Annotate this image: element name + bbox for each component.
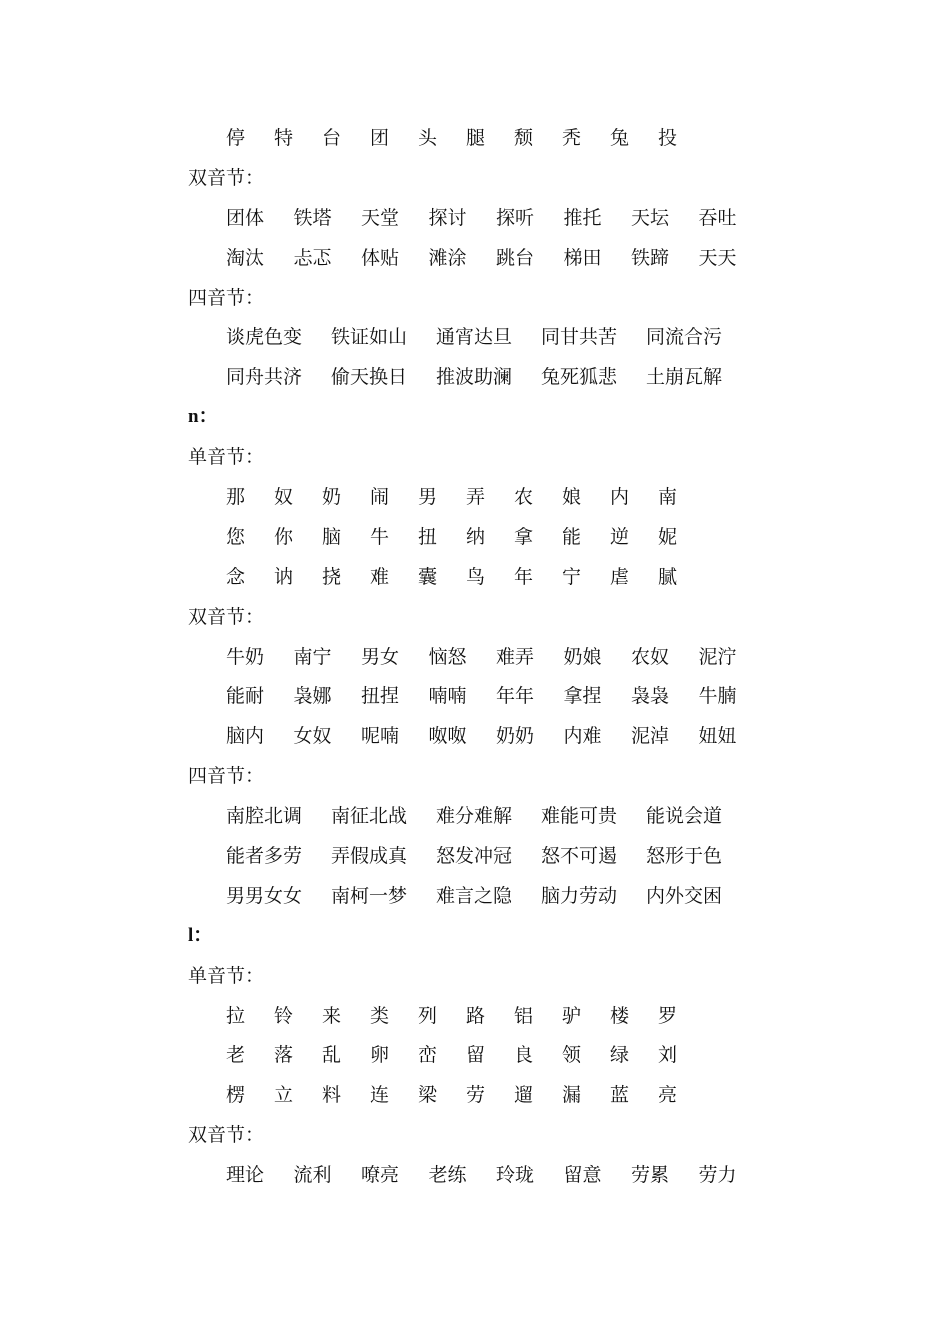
word: 罗 [658,1004,678,1027]
n-quad-row-2 [0,836,950,876]
idiom: 通宵达旦 [436,326,513,349]
t-double-label: 双音节： [188,166,265,189]
word: 年年 [496,685,535,708]
word: 类 [370,1004,390,1027]
word: 宁 [562,565,582,588]
idiom: 铁证如山 [331,326,408,349]
word: 念 [226,565,246,588]
word: 卵 [370,1044,390,1067]
word: 滩涂 [428,246,467,269]
word: 腿 [466,127,486,149]
word: 劳力 [698,1164,737,1187]
idiom: 南征北战 [331,805,408,828]
word: 农 [514,486,534,509]
word: 牛腩 [698,685,737,708]
idiom: 兔死狐悲 [541,366,618,389]
word: 落 [274,1044,294,1067]
l-single-row-1 [0,996,950,1036]
word: 老 [226,1044,246,1067]
idiom: 同流合污 [646,326,723,349]
word: 团体 [226,206,265,229]
t-single-row-1 [0,118,950,158]
word: 虐 [610,565,630,588]
word: 立 [274,1084,294,1107]
word: 牛奶 [226,645,265,668]
word: 男女 [361,645,400,668]
word: 您 [226,525,246,548]
word: 挠 [322,565,342,588]
word: 探听 [496,206,535,229]
idiom: 推波助澜 [436,366,513,389]
word: 纳 [466,525,486,548]
l-section-heading: l： [188,924,213,946]
n-single-row-1 [0,477,950,517]
t-double-row-1 [0,198,950,238]
idiom: 内外交困 [646,884,723,907]
word: 讷 [274,565,294,588]
word: 蓝 [610,1084,630,1107]
word: 喃喃 [428,685,467,708]
word: 能耐 [226,685,265,708]
word: 劳累 [631,1164,670,1187]
word: 来 [322,1004,342,1027]
word: 漏 [562,1084,582,1107]
word: 农奴 [631,645,670,668]
word: 推托 [563,206,602,229]
word: 吞吐 [698,206,737,229]
word: 楼 [610,1004,630,1027]
word: 难 [370,565,390,588]
document-page [0,118,950,1195]
word: 玲珑 [496,1164,535,1187]
word: 天天 [698,246,737,269]
n-single-row-3 [0,557,950,597]
word: 跳台 [496,246,535,269]
word: 拉 [226,1004,246,1027]
t-quad-row-1 [0,317,950,357]
t-double-row-2 [0,238,950,278]
word: 脑 [322,525,342,548]
t-quad-row-2 [0,357,950,397]
word: 老练 [428,1164,467,1187]
idiom: 男男女女 [226,884,303,907]
n-quad-row-1 [0,796,950,836]
word: 领 [562,1044,582,1067]
idiom: 怒发冲冠 [436,845,513,868]
word: 逆 [610,525,630,548]
word: 驴 [562,1004,582,1027]
n-single-label: 单音节： [188,446,265,469]
word: 年 [514,565,534,588]
word: 理论 [226,1164,265,1187]
idiom: 同舟共济 [226,366,303,389]
word: 连 [370,1084,390,1107]
word: 探讨 [428,206,467,229]
word: 奴 [274,486,294,509]
idiom: 能者多劳 [226,845,303,868]
word: 能 [562,525,582,548]
word: 梁 [418,1084,438,1107]
word: 妞妞 [698,725,737,748]
word: 奶娘 [563,645,602,668]
word: 呢喃 [361,725,400,748]
word: 扭 [418,525,438,548]
idiom: 谈虎色变 [226,326,303,349]
word: 天坛 [631,206,670,229]
idiom: 能说会道 [646,805,723,828]
word: 遛 [514,1084,534,1107]
word: 弄 [466,486,486,509]
word: 铁蹄 [631,246,670,269]
l-single-row-3 [0,1075,950,1115]
n-double-row-2 [0,676,950,716]
word: 留意 [563,1164,602,1187]
word: 台 [322,127,342,149]
word: 铝 [514,1004,534,1027]
n-quad-row-3 [0,876,950,916]
word: 内难 [563,725,602,748]
n-double-label: 双音节： [188,605,265,628]
word: 奶 [322,486,342,509]
word: 天堂 [361,206,400,229]
l-single-row-2 [0,1035,950,1075]
n-section-heading: n： [188,406,218,428]
word: 头 [418,127,438,149]
idiom: 怒形于色 [646,845,723,868]
word: 梯田 [563,246,602,269]
word: 忐忑 [293,246,332,269]
word: 你 [274,525,294,548]
n-double-row-3 [0,716,950,756]
idiom: 脑力劳动 [541,884,618,907]
word: 绿 [610,1044,630,1067]
word: 袅娜 [293,685,332,708]
word: 娘 [562,486,582,509]
word: 颓 [514,127,534,149]
idiom: 土崩瓦解 [646,366,723,389]
word: 料 [322,1084,342,1107]
l-double-row-1 [0,1155,950,1195]
word: 那 [226,486,246,509]
word: 秃 [562,127,582,149]
word: 劳 [466,1084,486,1107]
word: 淘汰 [226,246,265,269]
idiom: 南腔北调 [226,805,303,828]
n-single-row-2 [0,517,950,557]
word: 呶呶 [428,725,467,748]
word: 特 [274,127,294,149]
word: 团 [370,127,390,149]
word: 兔 [610,127,630,149]
word: 峦 [418,1044,438,1067]
word: 脑内 [226,725,265,748]
word: 铃 [274,1004,294,1027]
word: 刘 [658,1044,678,1067]
word: 腻 [658,565,678,588]
word: 体贴 [361,246,400,269]
word: 囊 [418,565,438,588]
word: 楞 [226,1084,246,1107]
word: 停 [226,127,246,149]
word: 泥淖 [631,725,670,748]
idiom: 南柯一梦 [331,884,408,907]
word: 亮 [658,1084,678,1107]
idiom: 怒不可遏 [541,845,618,868]
word: 路 [466,1004,486,1027]
idiom: 难能可贵 [541,805,618,828]
word: 恼怒 [428,645,467,668]
word: 扭捏 [361,685,400,708]
word: 铁塔 [293,206,332,229]
word: 闹 [370,486,390,509]
word: 南 [658,486,678,509]
word: 袅袅 [631,685,670,708]
word: 南宁 [293,645,332,668]
word: 妮 [658,525,678,548]
idiom: 弄假成真 [331,845,408,868]
word: 拿捏 [563,685,602,708]
word: 良 [514,1044,534,1067]
word: 列 [418,1004,438,1027]
n-double-row-1 [0,637,950,677]
word: 男 [418,486,438,509]
n-quad-label: 四音节： [188,765,265,788]
word: 鸟 [466,565,486,588]
word: 拿 [514,525,534,548]
word: 投 [658,127,678,149]
word: 奶奶 [496,725,535,748]
idiom: 难分难解 [436,805,513,828]
idiom: 同甘共苦 [541,326,618,349]
word: 内 [610,486,630,509]
l-double-label: 双音节： [188,1124,265,1147]
idiom: 难言之隐 [436,884,513,907]
word: 牛 [370,525,390,548]
word: 泥泞 [698,645,737,668]
word: 难弄 [496,645,535,668]
word: 乱 [322,1044,342,1067]
t-quad-label: 四音节： [188,286,265,309]
word: 留 [466,1044,486,1067]
word: 嘹亮 [361,1164,400,1187]
l-single-label: 单音节： [188,964,265,987]
idiom: 偷天换日 [331,366,408,389]
word: 女奴 [293,725,332,748]
word: 流利 [293,1164,332,1187]
